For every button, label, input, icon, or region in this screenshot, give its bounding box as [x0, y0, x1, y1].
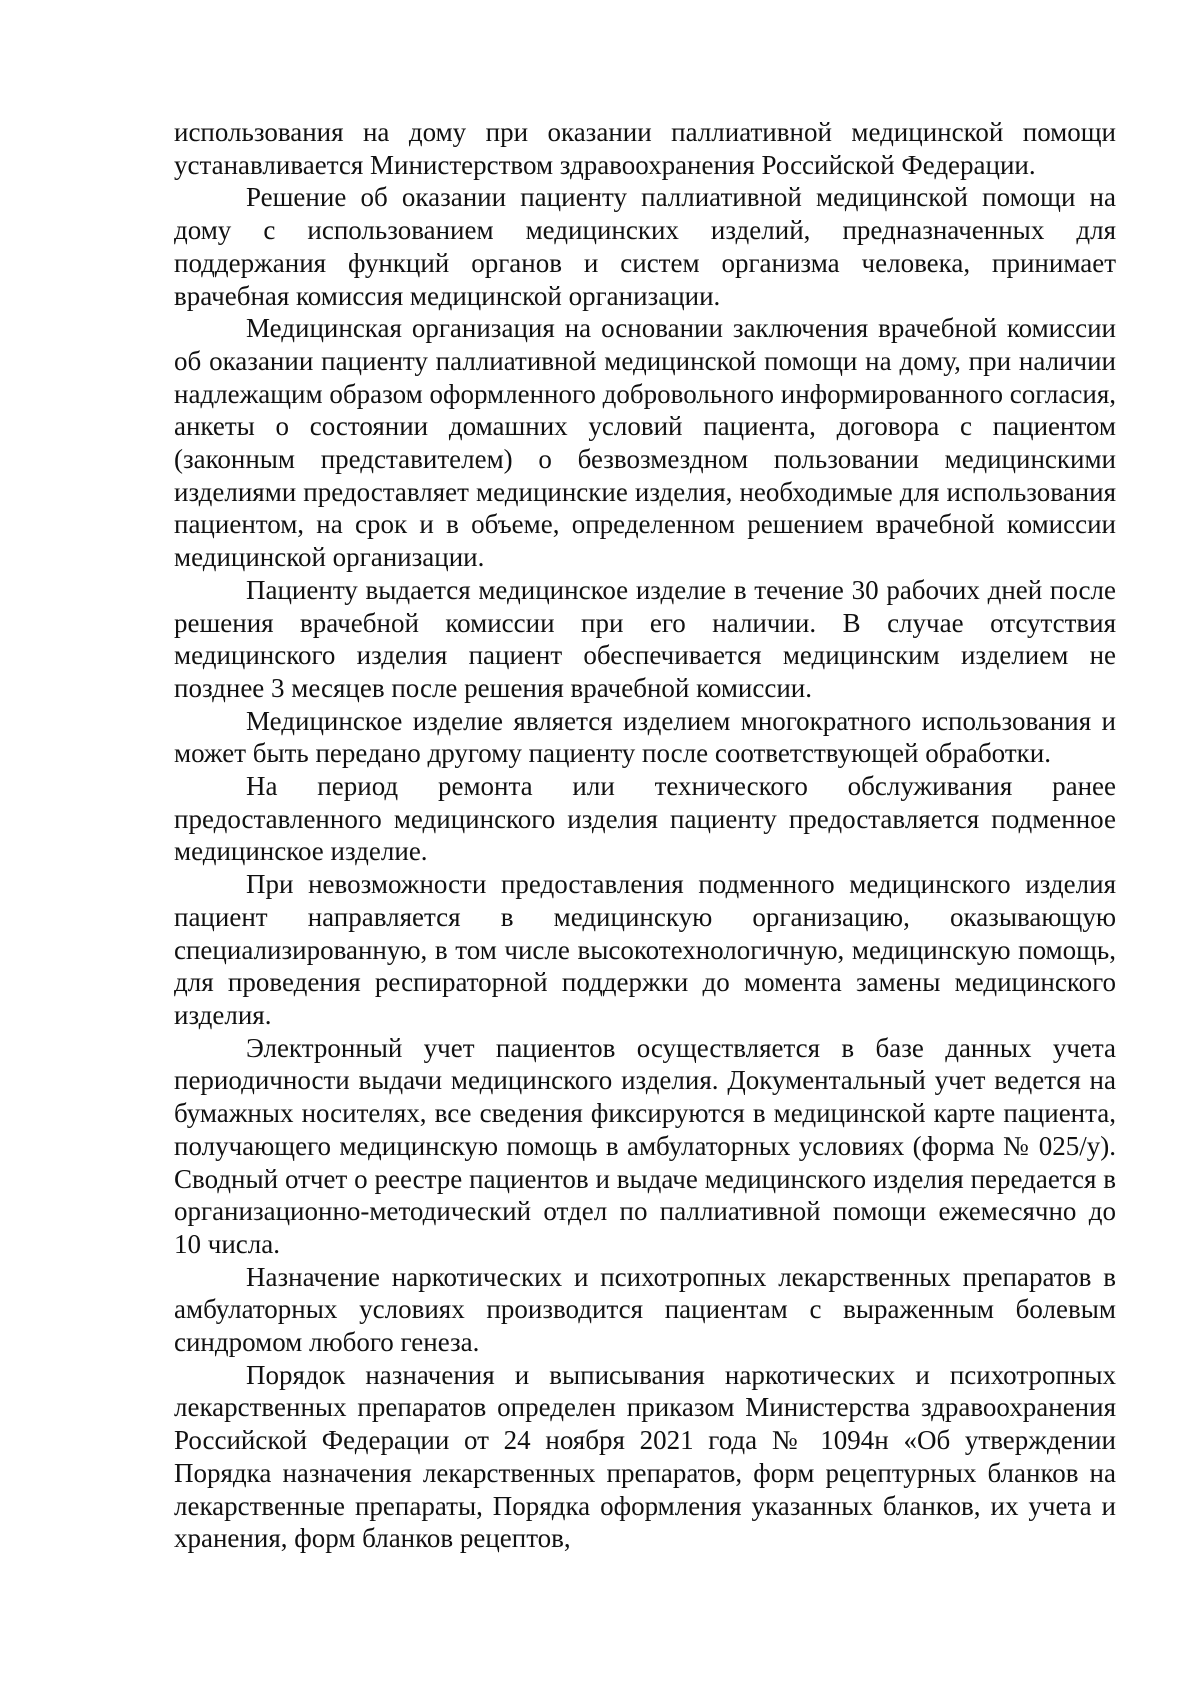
document-page: [174, 116, 1116, 1555]
paragraph-reusable-device: Медицинское изделие является изделием многократного использования и может быть передано другому пациенту после соответствующей обработки.: [174, 705, 1116, 769]
paragraph-referral: При невозможности предоставления подменного медицинского изделия пациент направляется в медицинскую организацию, оказывающую специализированную, в том числе высокотехнологичную, медицинскую помощь, для проведения респираторной поддержки до момента замены медицинского изделия.: [174, 869, 1116, 1030]
paragraph-narcotic-prescription: Назначение наркотических и психотропных лекарственных препаратов в амбулаторных условиях производится пациентам с выраженным болевым синдромом любого генеза.: [174, 1261, 1116, 1358]
paragraph-electronic-records: Электронный учет пациентов осуществляется в базе данных учета периодичности выдачи медицинского изделия. Документальный учет ведется на бумажных носителях, все сведения фиксируются в медицинской карте пациента, получающего медицинскую помощь в амбулаторных условиях (форма № 025/у). Сводный отчет о реестре пациентов и выдаче медицинского изделия передается в организационно-методический отдел по паллиативной помощи ежемесячно до 10 числа.: [174, 1032, 1116, 1259]
paragraph-medical-devices-list-continuation: использования на дому при оказании паллиативной медицинской помощи устанавливается Министерством здравоохранения Российской Федерации.: [174, 117, 1116, 180]
paragraph-replacement-device: На период ремонта или технического обслуживания ранее предоставленного медицинского изделия пациенту предоставляется подменное медицинское изделие.: [174, 771, 1116, 867]
paragraph-issuance-terms: Пациенту выдается медицинское изделие в течение 30 рабочих дней после решения врачебной комиссии при его наличии. В случае отсутствия медицинского изделия пациент обеспечивается медицинским изделием не позднее 3 месяцев после решения врачебной комиссии.: [174, 574, 1116, 703]
paragraph-prescription-order: Порядок назначения и выписывания наркотических и психотропных лекарственных препаратов определен приказом Министерства здравоохранения Российской Федерации от 24 ноября 2021 года № 1094н «Об утверждении Порядка назначения лекарственных препаратов, форм рецептурных бланков на лекарственные препараты, Порядка оформления указанных бланков, их учета и хранения, форм бланков рецептов,: [174, 1359, 1116, 1554]
paragraph-commission-decision: Решение об оказании пациенту паллиативной медицинской помощи на дому с использованием медицинских изделий, предназначенных для поддержания функций органов и систем организма человека, принимает врачебная комиссия медицинской организации.: [174, 182, 1116, 311]
paragraph-device-provision: Медицинская организация на основании заключения врачебной комиссии об оказании пациенту паллиативной медицинской помощи на дому, при наличии надлежащим образом оформленного добровольного информированного согласия, анкеты о состоянии домашних условий пациента, договора с пациентом (законным представителем) о безвозмездном пользовании медицинскими изделиями предоставляет медицинские изделия, необходимые для использования пациентом, на срок и в объеме, определенном решением врачебной комиссии медицинской организации.: [174, 313, 1116, 573]
